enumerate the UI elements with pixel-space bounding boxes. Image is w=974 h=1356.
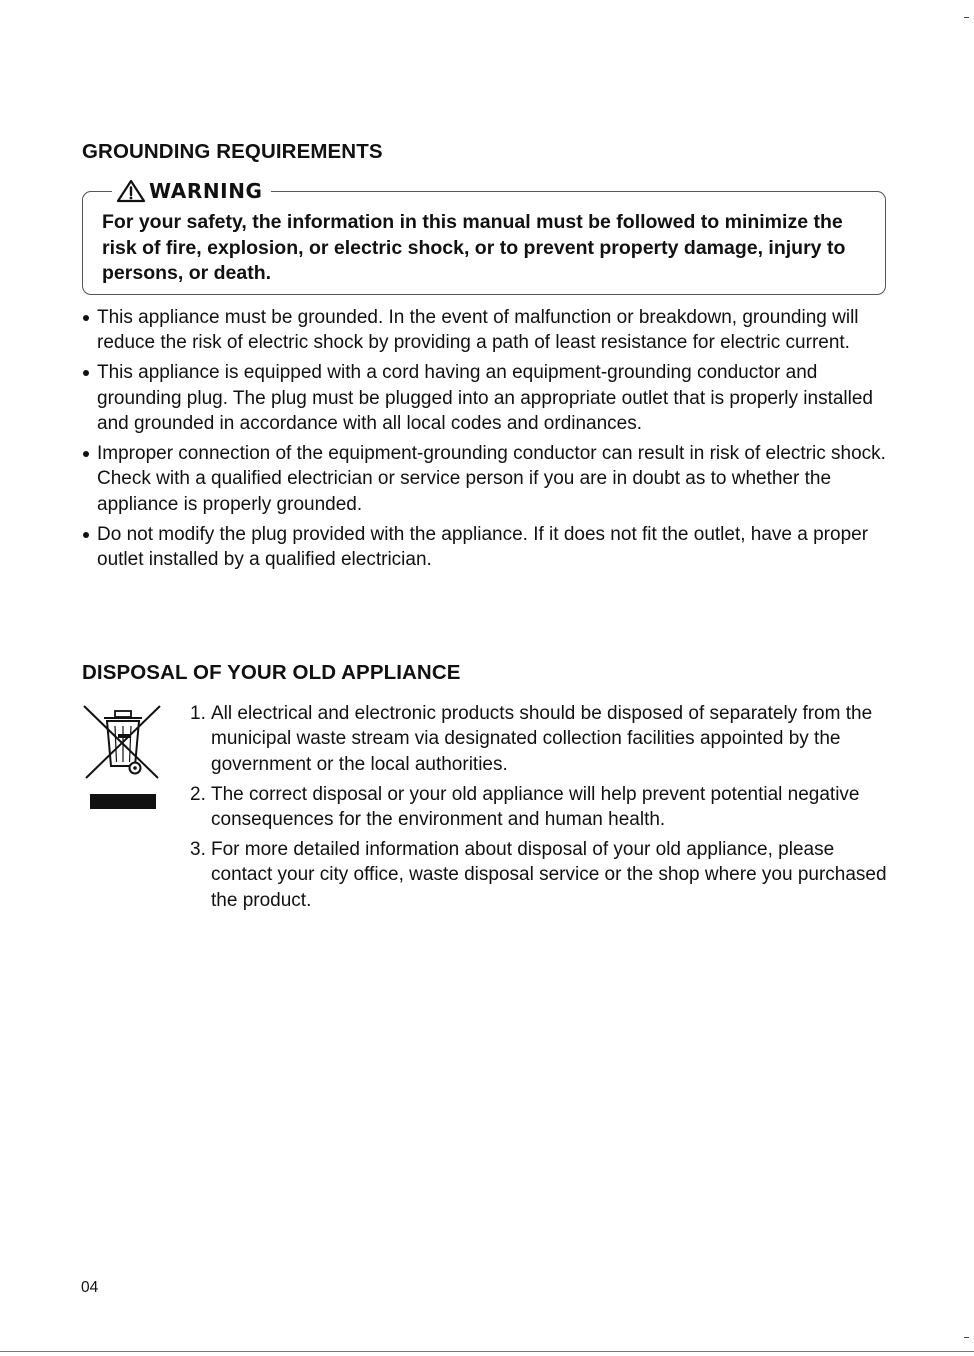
warning-header — [112, 178, 271, 204]
bullet-item — [82, 305, 902, 356]
bullet-dot — [83, 532, 89, 538]
warning-label: WARNING — [149, 179, 263, 203]
bullet-text: Improper connection of the equipment-grounding conductor can result in risk of electric shock. Check with a qualified electrician or service person if you are in doubt as to whether the appliance is properly grounded. — [97, 443, 886, 515]
bullet-text: This appliance must be grounded. In the event of malfunction or breakdown, grounding will reduce the risk of electric shock by providing a path of least resistance for electric current. — [97, 307, 859, 354]
warning-triangle-icon — [116, 179, 146, 203]
bullet-dot — [83, 451, 89, 457]
crop-mark-top — [964, 17, 969, 18]
bullet-item — [82, 360, 902, 436]
disposal-numbered-list — [190, 701, 900, 918]
weee-black-bar — [90, 794, 156, 809]
section-title-disposal: DISPOSAL OF YOUR OLD APPLIANCE — [82, 661, 461, 684]
list-item-text: All electrical and electronic products should be disposed of separately from the municipal waste stream via designated collection facilities appointed by the government or the local authorities. — [211, 703, 873, 775]
list-item-text: The correct disposal or your old appliance will help prevent potential negative consequences for the environment and human health. — [211, 783, 860, 830]
bullet-text: Do not modify the plug provided with the appliance. If it does not fit the outlet, have a proper outlet installed by a qualified electrician. — [97, 523, 869, 571]
bullet-text: This appliance is equipped with a cord having an equipment-grounding conductor and grounding plug. The plug must be plugged into an appropriate outlet that is properly installed and grounded in accordance with all local codes and ordinances. — [97, 362, 874, 434]
section-title-grounding: GROUNDING REQUIREMENTS — [82, 140, 383, 163]
list-item-number: 2. — [190, 783, 206, 805]
crop-mark-bottom — [964, 1337, 969, 1338]
bullet-dot — [83, 315, 89, 321]
list-item-number: 3. — [190, 839, 206, 861]
bullet-item — [82, 441, 902, 517]
bullet-dot — [83, 370, 89, 376]
page-number: 04 — [81, 1279, 99, 1296]
list-item — [190, 837, 900, 913]
list-item-text: For more detailed information about disposal of your old appliance, please contact your city office, waste disposal service or the shop where you purchased the product. — [211, 839, 887, 911]
grounding-bullet-list — [82, 305, 902, 577]
list-item — [190, 701, 900, 777]
bullet-item — [82, 522, 902, 573]
bottom-rule — [0, 1351, 974, 1352]
warning-text: For your safety, the information in this manual must be followed to minimize the risk of fire, explosion, or electric shock, or to prevent property damage, injury to persons, or death. — [102, 211, 846, 284]
list-item — [190, 782, 900, 833]
crossed-out-wheelie-bin-icon — [82, 704, 162, 780]
list-item-number: 1. — [190, 703, 206, 724]
